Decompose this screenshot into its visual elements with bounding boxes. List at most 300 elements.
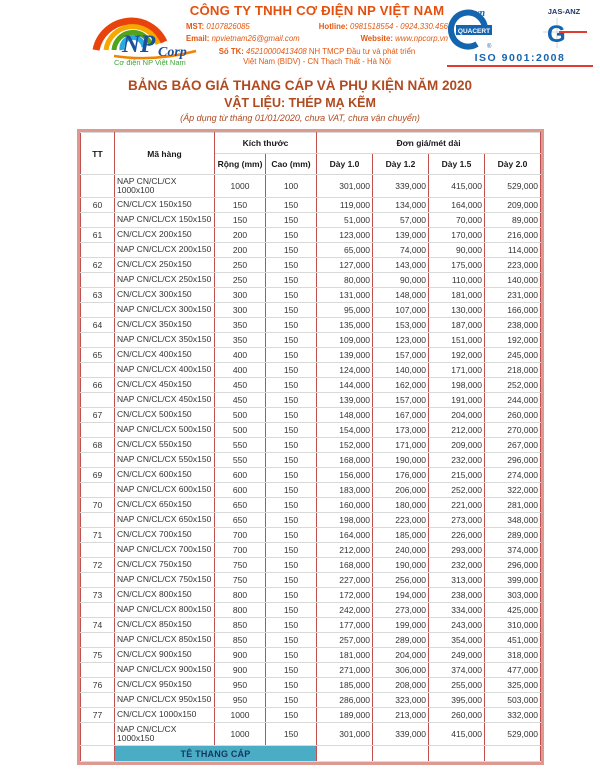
cell-cao: 150: [266, 213, 317, 228]
table-row: [81, 678, 541, 693]
cell-tt: [81, 213, 115, 228]
cell-cao: 150: [266, 693, 317, 708]
company-name: CÔNG TY TNHH CƠ ĐIỆN NP VIỆT NAM: [189, 3, 445, 18]
col-group-don-gia: Đơn giá/mét dài: [317, 133, 541, 154]
cell-day-12: 134,000: [373, 198, 429, 213]
cell-day-10: 301,000: [317, 723, 373, 746]
cell-day-12: 323,000: [373, 693, 429, 708]
footer-empty-cell: [429, 746, 485, 762]
table-row: [81, 228, 541, 243]
certification-logos: [447, 6, 595, 67]
cell-day-15: 90,000: [429, 243, 485, 258]
cell-ma-hang: NAP CN/CL/CX 950x150: [115, 693, 215, 708]
cell-day-12: 273,000: [373, 603, 429, 618]
cell-day-15: 175,000: [429, 258, 485, 273]
cell-day-12: 143,000: [373, 258, 429, 273]
cell-ma-hang: NAP CN/CL/CX 300x150: [115, 303, 215, 318]
cell-day-12: 153,000: [373, 318, 429, 333]
cell-day-15: 374,000: [429, 663, 485, 678]
table-row: [81, 588, 541, 603]
table-row: [81, 708, 541, 723]
cell-day-20: 238,000: [485, 318, 541, 333]
table-row: [81, 348, 541, 363]
cell-day-20: 192,000: [485, 333, 541, 348]
table-row: [81, 273, 541, 288]
cell-cao: 150: [266, 333, 317, 348]
cell-day-10: 168,000: [317, 453, 373, 468]
cell-ma-hang: CN/CL/CX 950x150: [115, 678, 215, 693]
cell-day-15: 212,000: [429, 423, 485, 438]
cell-day-15: 415,000: [429, 723, 485, 746]
cell-ma-hang: NAP CN/CL/CX 200x150: [115, 243, 215, 258]
table-row: [81, 648, 541, 663]
letterhead: [0, 0, 600, 72]
cell-cao: 100: [266, 175, 317, 198]
cell-day-20: 332,000: [485, 708, 541, 723]
cell-cao: 150: [266, 558, 317, 573]
table-row: [81, 198, 541, 213]
cell-tt: [81, 175, 115, 198]
cell-cao: 150: [266, 498, 317, 513]
mst: [186, 22, 250, 31]
cell-cao: 150: [266, 408, 317, 423]
quacert-vn-text: vn: [475, 8, 485, 19]
cell-rong: 700: [215, 528, 266, 543]
table-row: [81, 723, 541, 746]
table-row: [81, 498, 541, 513]
table-row: [81, 333, 541, 348]
cell-day-20: 252,000: [485, 378, 541, 393]
cell-tt: 67: [81, 408, 115, 423]
cell-day-12: 157,000: [373, 393, 429, 408]
cell-day-12: 123,000: [373, 333, 429, 348]
cell-tt: [81, 483, 115, 498]
cell-day-12: 256,000: [373, 573, 429, 588]
cell-day-12: 208,000: [373, 678, 429, 693]
cell-day-15: 293,000: [429, 543, 485, 558]
cell-ma-hang: NAP CN/CL/CX 900x150: [115, 663, 215, 678]
cell-cao: 150: [266, 243, 317, 258]
cell-cao: 150: [266, 588, 317, 603]
cell-day-20: 303,000: [485, 588, 541, 603]
table-row: [81, 288, 541, 303]
cell-day-20: 223,000: [485, 258, 541, 273]
cell-ma-hang: NAP CN/CL/CX 650x150: [115, 513, 215, 528]
cell-day-15: 313,000: [429, 573, 485, 588]
website: [361, 34, 448, 43]
cell-day-20: 529,000: [485, 175, 541, 198]
cell-day-12: 180,000: [373, 498, 429, 513]
cell-ma-hang: CN/CL/CX 350x150: [115, 318, 215, 333]
price-table-footer: [81, 746, 541, 762]
cell-day-12: 190,000: [373, 558, 429, 573]
cell-cao: 150: [266, 288, 317, 303]
col-header-day-20: Dày 2.0: [485, 154, 541, 175]
cell-tt: [81, 693, 115, 708]
cell-day-15: 238,000: [429, 588, 485, 603]
cell-day-10: 183,000: [317, 483, 373, 498]
cell-ma-hang: CN/CL/CX 850x150: [115, 618, 215, 633]
cell-day-12: 185,000: [373, 528, 429, 543]
cell-ma-hang: CN/CL/CX 900x150: [115, 648, 215, 663]
cell-rong: 300: [215, 303, 266, 318]
cell-rong: 1000: [215, 723, 266, 746]
cell-day-20: 245,000: [485, 348, 541, 363]
bank-account: [186, 47, 448, 67]
validity-note: (Áp dụng từ tháng 01/01/2020, chưa VAT, chưa vận chuyển): [180, 113, 420, 123]
cell-day-20: 166,000: [485, 303, 541, 318]
page-title: BẢNG BÁO GIÁ THANG CÁP VÀ PHỤ KIỆN NĂM 2020: [127, 78, 473, 93]
cell-ma-hang: NAP CN/CL/CX 450x150: [115, 393, 215, 408]
cell-cao: 150: [266, 648, 317, 663]
cell-cao: 150: [266, 483, 317, 498]
cell-day-10: 51,000: [317, 213, 373, 228]
cell-ma-hang: NAP CN/CL/CX 750x150: [115, 573, 215, 588]
cell-day-10: 185,000: [317, 678, 373, 693]
logo-np-text: NP: [122, 31, 156, 58]
cell-day-10: 257,000: [317, 633, 373, 648]
cell-rong: 750: [215, 558, 266, 573]
cell-tt: [81, 303, 115, 318]
cell-tt: [81, 363, 115, 378]
cell-day-10: 181,000: [317, 648, 373, 663]
cell-day-10: 177,000: [317, 618, 373, 633]
cell-day-20: 216,000: [485, 228, 541, 243]
cell-ma-hang: CN/CL/CX 200x150: [115, 228, 215, 243]
cell-tt: [81, 453, 115, 468]
col-header-rong: Rộng (mm): [215, 154, 266, 175]
document-title-block: [0, 78, 600, 123]
cell-day-15: 151,000: [429, 333, 485, 348]
jasanz-g-glyph: G: [547, 21, 566, 48]
footer-empty-cell: [485, 746, 541, 762]
cell-cao: 150: [266, 363, 317, 378]
col-header-cao: Cao (mm): [266, 154, 317, 175]
cell-tt: 64: [81, 318, 115, 333]
cell-day-15: 170,000: [429, 228, 485, 243]
cell-ma-hang: CN/CL/CX 500x150: [115, 408, 215, 423]
cell-day-12: 223,000: [373, 513, 429, 528]
email-value: npvietnam26@gmail.com: [211, 34, 300, 43]
cell-cao: 150: [266, 618, 317, 633]
table-row: [81, 528, 541, 543]
price-table: [80, 132, 541, 762]
cell-rong: 300: [215, 288, 266, 303]
mst-label: MST:: [186, 21, 205, 31]
cell-day-15: 181,000: [429, 288, 485, 303]
cell-tt: [81, 543, 115, 558]
cell-day-20: 310,000: [485, 618, 541, 633]
cell-day-20: 503,000: [485, 693, 541, 708]
cell-cao: 150: [266, 663, 317, 678]
cell-day-20: 296,000: [485, 453, 541, 468]
cell-day-15: 260,000: [429, 708, 485, 723]
cell-rong: 1000: [215, 175, 266, 198]
cell-rong: 1000: [215, 708, 266, 723]
cell-ma-hang: CN/CL/CX 750x150: [115, 558, 215, 573]
cell-day-20: 477,000: [485, 663, 541, 678]
cell-cao: 150: [266, 573, 317, 588]
website-label: Website:: [360, 34, 393, 43]
price-table-frame: [77, 129, 544, 765]
cell-day-10: 271,000: [317, 663, 373, 678]
table-row: [81, 543, 541, 558]
cell-day-15: 252,000: [429, 483, 485, 498]
cell-day-15: 215,000: [429, 468, 485, 483]
email: [186, 34, 300, 43]
cell-day-10: 212,000: [317, 543, 373, 558]
col-header-day-15: Dày 1.5: [429, 154, 485, 175]
cell-day-20: 281,000: [485, 498, 541, 513]
footer-empty-tt: [81, 746, 115, 762]
cell-ma-hang: CN/CL/CX 150x150: [115, 198, 215, 213]
footer-empty-cell: [317, 746, 373, 762]
cell-day-10: 172,000: [317, 588, 373, 603]
cell-rong: 400: [215, 363, 266, 378]
table-row: [81, 243, 541, 258]
table-row: [81, 303, 541, 318]
cell-day-15: 110,000: [429, 273, 485, 288]
cell-ma-hang: NAP CN/CL/CX 500x150: [115, 423, 215, 438]
cell-rong: 600: [215, 483, 266, 498]
cell-ma-hang: NAP CN/CL/CX 1000x150: [115, 723, 215, 746]
cell-cao: 150: [266, 543, 317, 558]
cell-rong: 800: [215, 588, 266, 603]
cell-ma-hang: NAP CN/CL/CX 350x150: [115, 333, 215, 348]
cell-day-15: 255,000: [429, 678, 485, 693]
table-row: [81, 693, 541, 708]
col-header-tt: TT: [81, 133, 115, 175]
cell-day-12: 213,000: [373, 708, 429, 723]
company-contact-block: [186, 3, 448, 67]
cell-rong: 650: [215, 498, 266, 513]
cell-tt: [81, 723, 115, 746]
cell-tt: [81, 513, 115, 528]
cell-day-20: 325,000: [485, 678, 541, 693]
cell-day-20: 140,000: [485, 273, 541, 288]
cell-ma-hang: CN/CL/CX 800x150: [115, 588, 215, 603]
cell-day-10: 135,000: [317, 318, 373, 333]
table-row: [81, 483, 541, 498]
cell-cao: 150: [266, 303, 317, 318]
cell-day-12: 289,000: [373, 633, 429, 648]
account-bank-line1: NH TMCP Đầu tư và phát triển: [308, 46, 416, 56]
table-row: [81, 258, 541, 273]
cell-day-20: 425,000: [485, 603, 541, 618]
table-row: [81, 633, 541, 648]
cell-tt: [81, 663, 115, 678]
col-header-day-10: Dày 1.0: [317, 154, 373, 175]
cell-day-10: 123,000: [317, 228, 373, 243]
cell-day-15: 209,000: [429, 438, 485, 453]
cell-ma-hang: NAP CN/CL/CX 850x150: [115, 633, 215, 648]
cell-day-20: 322,000: [485, 483, 541, 498]
cell-day-15: 187,000: [429, 318, 485, 333]
cell-tt: 65: [81, 348, 115, 363]
cell-day-20: 529,000: [485, 723, 541, 746]
cell-day-10: 139,000: [317, 348, 373, 363]
cell-day-12: 240,000: [373, 543, 429, 558]
table-row: [81, 393, 541, 408]
cell-day-15: 226,000: [429, 528, 485, 543]
cell-day-15: 221,000: [429, 498, 485, 513]
cell-day-15: 232,000: [429, 558, 485, 573]
cell-day-10: 156,000: [317, 468, 373, 483]
cell-ma-hang: NAP CN/CL/CX 600x150: [115, 483, 215, 498]
contact-line-2: [186, 34, 448, 43]
cell-day-12: 171,000: [373, 438, 429, 453]
cell-rong: 200: [215, 243, 266, 258]
cell-ma-hang: NAP CN/CL/CX 550x150: [115, 453, 215, 468]
cell-day-20: 274,000: [485, 468, 541, 483]
cell-ma-hang: NAP CN/CL/CX 400x150: [115, 363, 215, 378]
cell-tt: 77: [81, 708, 115, 723]
cell-cao: 150: [266, 453, 317, 468]
cell-tt: 70: [81, 498, 115, 513]
cell-day-15: 164,000: [429, 198, 485, 213]
material-subtitle: VẬT LIỆU: THÉP MẠ KẼM: [224, 96, 376, 110]
cell-rong: 850: [215, 633, 266, 648]
cell-day-20: 267,000: [485, 438, 541, 453]
email-label: Email:: [186, 34, 210, 43]
table-row: [81, 408, 541, 423]
cell-day-15: 243,000: [429, 618, 485, 633]
cell-tt: 76: [81, 678, 115, 693]
cell-day-15: 198,000: [429, 378, 485, 393]
table-row: [81, 618, 541, 633]
table-row: [81, 513, 541, 528]
cell-day-20: 209,000: [485, 198, 541, 213]
cell-day-10: 242,000: [317, 603, 373, 618]
cell-day-12: 339,000: [373, 175, 429, 198]
quacert-text: QUACERT: [457, 28, 491, 35]
cell-day-10: 189,000: [317, 708, 373, 723]
cell-rong: 200: [215, 228, 266, 243]
cell-day-15: 171,000: [429, 363, 485, 378]
cell-ma-hang: NAP CN/CL/CX 250x150: [115, 273, 215, 288]
cell-day-20: 399,000: [485, 573, 541, 588]
cell-day-10: 80,000: [317, 273, 373, 288]
cell-day-12: 140,000: [373, 363, 429, 378]
cell-rong: 850: [215, 618, 266, 633]
table-row: [81, 453, 541, 468]
cell-day-10: 152,000: [317, 438, 373, 453]
cell-cao: 150: [266, 438, 317, 453]
cell-day-10: 227,000: [317, 573, 373, 588]
cell-rong: 450: [215, 393, 266, 408]
table-row: [81, 468, 541, 483]
cell-day-15: 204,000: [429, 408, 485, 423]
cell-tt: [81, 573, 115, 588]
cell-day-15: 70,000: [429, 213, 485, 228]
cell-day-15: 232,000: [429, 453, 485, 468]
cell-ma-hang: CN/CL/CX 400x150: [115, 348, 215, 363]
cell-ma-hang: CN/CL/CX 1000x150: [115, 708, 215, 723]
cell-rong: 700: [215, 543, 266, 558]
te-thang-cap-section-label: TÊ THANG CÁP: [115, 746, 317, 762]
cell-tt: 75: [81, 648, 115, 663]
cell-day-12: 206,000: [373, 483, 429, 498]
cell-tt: 74: [81, 618, 115, 633]
cell-ma-hang: NAP CN/CL/CX 1000x100: [115, 175, 215, 198]
cell-rong: 600: [215, 468, 266, 483]
cell-day-10: 164,000: [317, 528, 373, 543]
cell-day-20: 451,000: [485, 633, 541, 648]
account-number: 45210000413408: [246, 46, 307, 56]
footer-row: [81, 746, 541, 762]
cell-cao: 150: [266, 513, 317, 528]
cell-day-10: 148,000: [317, 408, 373, 423]
cell-day-20: 218,000: [485, 363, 541, 378]
cell-tt: 73: [81, 588, 115, 603]
cell-day-12: 173,000: [373, 423, 429, 438]
cell-day-15: 334,000: [429, 603, 485, 618]
cell-rong: 150: [215, 213, 266, 228]
cell-day-20: 296,000: [485, 558, 541, 573]
cell-cao: 150: [266, 228, 317, 243]
cell-day-10: 160,000: [317, 498, 373, 513]
cell-day-15: 395,000: [429, 693, 485, 708]
hotline-value: 0981518554 - 0924.330.456: [350, 21, 448, 31]
table-row: [81, 438, 541, 453]
cell-tt: [81, 333, 115, 348]
cell-day-12: 148,000: [373, 288, 429, 303]
cell-day-10: 95,000: [317, 303, 373, 318]
cell-day-20: 318,000: [485, 648, 541, 663]
cell-day-15: 130,000: [429, 303, 485, 318]
cell-tt: 66: [81, 378, 115, 393]
cell-rong: 900: [215, 648, 266, 663]
table-row: [81, 573, 541, 588]
cell-day-10: 127,000: [317, 258, 373, 273]
table-row: [81, 423, 541, 438]
cell-day-15: 192,000: [429, 348, 485, 363]
cell-ma-hang: CN/CL/CX 250x150: [115, 258, 215, 273]
cell-rong: 500: [215, 408, 266, 423]
cell-rong: 800: [215, 603, 266, 618]
cell-tt: [81, 633, 115, 648]
table-row: [81, 378, 541, 393]
table-row: [81, 318, 541, 333]
cell-rong: 750: [215, 573, 266, 588]
cell-day-20: 374,000: [485, 543, 541, 558]
price-table-body: [81, 175, 541, 746]
cell-cao: 150: [266, 423, 317, 438]
cell-tt: 72: [81, 558, 115, 573]
cell-day-12: 176,000: [373, 468, 429, 483]
cell-tt: [81, 393, 115, 408]
cell-tt: 61: [81, 228, 115, 243]
cell-cao: 150: [266, 468, 317, 483]
cell-rong: 950: [215, 678, 266, 693]
cell-rong: 550: [215, 438, 266, 453]
cell-day-20: 270,000: [485, 423, 541, 438]
table-row: [81, 363, 541, 378]
cell-day-12: 162,000: [373, 378, 429, 393]
col-header-day-12: Dày 1.2: [373, 154, 429, 175]
cell-rong: 450: [215, 378, 266, 393]
cell-tt: 69: [81, 468, 115, 483]
cell-rong: 350: [215, 333, 266, 348]
cell-rong: 500: [215, 423, 266, 438]
cell-rong: 250: [215, 273, 266, 288]
cell-day-12: 204,000: [373, 648, 429, 663]
cell-day-12: 90,000: [373, 273, 429, 288]
cell-day-12: 199,000: [373, 618, 429, 633]
cell-day-10: 144,000: [317, 378, 373, 393]
cell-day-12: 57,000: [373, 213, 429, 228]
col-header-ma-hang: Mã hàng: [115, 133, 215, 175]
